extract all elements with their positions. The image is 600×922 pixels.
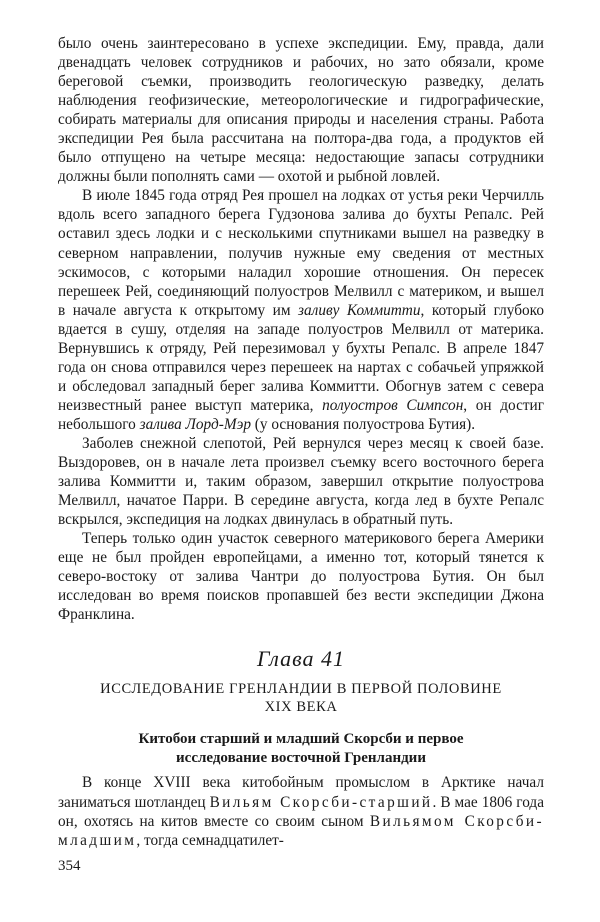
- chapter-title: [58, 680, 544, 716]
- text-segment: В июле 1845 года отряд Рея прошел на лодках от устья реки Черчилль вдоль всего западного берега Гудзонова залива до бухты Репалс. Рей оставил здесь лодки и с несколькими спутниками вышел на разведку в северном направлении, получив нужные ему сведения от местных эскимосов, с которыми наладил хорошие отношения. Он пересек перешеек Рей, соединяющий полуостров Мелвилл с материком, и вышел в начале августа к открытому им: [58, 187, 544, 319]
- paragraph-scoresby: [58, 773, 544, 849]
- section-title-line-1: Китобои старший и младший Скорсби и первое: [138, 731, 464, 748]
- text-segment: , который глубоко вдается в сушу, отделяя на западе полуостров Мелвилл от материка. Вернувшись к отряду, Рей перезимовал у бухты Репалс. В апреле 1847 года он снова отправился через перешеек на нартах с собачьей упряжкой и обследовал западный берег залива Коммитти. Обогнув затем с севера неизвестный ранее выступ материка,: [58, 301, 544, 414]
- text-segment: . В мае 1806 года он, охотясь на китов вместе со своим сыном: [58, 793, 544, 830]
- person-name-scoresby-senior: Вильям Скорсби-старший: [209, 793, 433, 811]
- text-segment: (у основания полуострова Бутия).: [250, 415, 476, 433]
- paragraph-rae-expedition-staff: было очень заинтересовано в успехе экспедиции. Ему, правда, дали двенадцать человек сотрудников и рабочих, но зато обязали, кроме береговой съемки, производить геологическую разведку, делать наблюдения геофизические, метеорологические и гидрографические, собирать материалы для описания природы и населения страны. Работа экспедиции Рея была рассчитана на полтора-два года, а продуктов ей было отпущено на четыре месяца: недостающие запасы сотрудники должны были пополнять сами — охотой и рыбной ловлей.: [58, 35, 544, 186]
- text-segment: В конце XVIII века китобойным промыслом в Арктике начал заниматься шотландец: [58, 774, 544, 811]
- place-name-simpson-peninsula: полуостров Симпсон: [322, 396, 464, 414]
- chapter-heading: Глава 41: [256, 646, 346, 672]
- page-number: 354: [58, 858, 81, 874]
- paragraph-snow-blindness: Заболев снежной слепотой, Рей вернулся через месяц к своей базе. Выздоровев, он в начале лета произвел съемку всего восточного берега залива Коммитти и, таким образом, завершил открытие полуострова Мелвилл, начатое Парри. В середине августа, когда лед в бухте Репалс вскрылся, экспедиция на лодках двинулась в обратный путь.: [58, 434, 544, 529]
- place-name-kommitti-gulf: заливу Коммитти: [298, 301, 421, 319]
- text-segment: , он достиг небольшого: [58, 396, 544, 433]
- place-name-lord-mayor-bay: залива Лорд-Мэр: [139, 415, 251, 433]
- text-segment: , тогда семнадцатилет-: [136, 831, 284, 849]
- chapter-title-line-1: ИССЛЕДОВАНИЕ ГРЕНЛАНДИИ В ПЕРВОЙ ПОЛОВИНЕ: [100, 681, 502, 698]
- section-title: [58, 730, 544, 767]
- person-name-scoresby-junior: Вильямом Скорсби-младшим: [58, 812, 544, 849]
- section-title-line-2: исследование восточной Гренландии: [176, 749, 426, 766]
- paragraph-remaining-coast: Теперь только один участок северного материкового берега Америки еще не был пройден европейцами, а именно тот, который тянется к северо-востоку от залива Чантри до полуострова Бутия. Он был исследован во время поисков пропавшей без вести экспедиции Джона Франклина.: [58, 530, 544, 624]
- chapter-title-line-2: XIX ВЕКА: [264, 699, 338, 716]
- paragraph-rae-1845-journey: [58, 186, 544, 434]
